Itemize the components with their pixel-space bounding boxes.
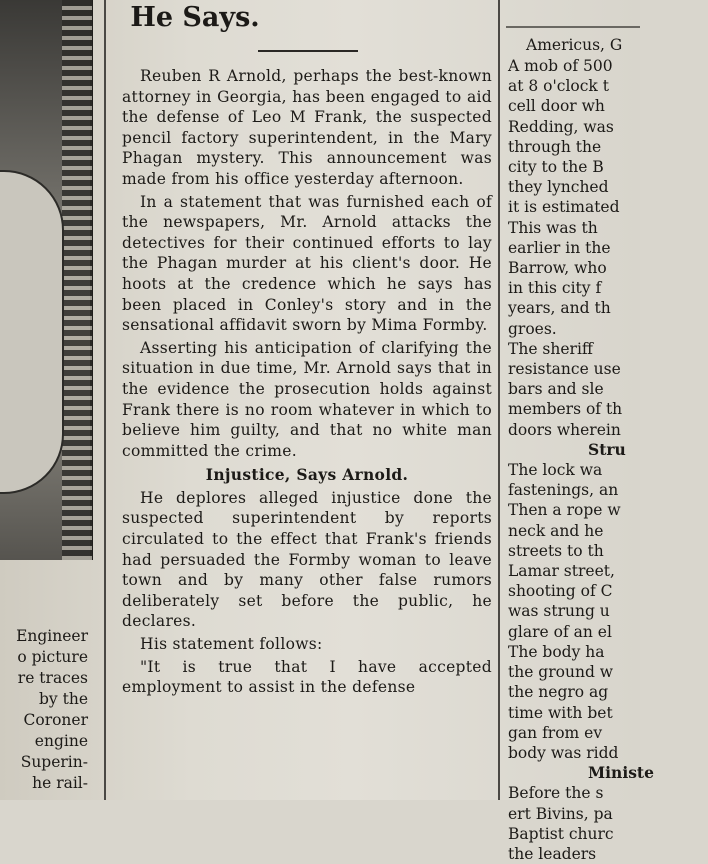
article-paragraph: He deplores alleged injustice done the suspected superintendent by reports circulated to the effect that Frank's friends had persuaded the Formby woman to leave town and by many other false rumors deliberately set before the public, he declares. (122, 488, 492, 631)
right-line: shooting of C (508, 582, 613, 601)
right-line: Then a rope w (508, 501, 621, 520)
right-line: through the (508, 137, 602, 156)
headline-rule (258, 50, 358, 52)
left-line: by the (39, 690, 88, 708)
right-line: The body ha (508, 642, 605, 661)
main-article-column (118, 0, 492, 800)
right-line: ert Bivins, pa (508, 804, 613, 823)
right-line: The lock wa (508, 461, 603, 480)
photo-figure-sleeve (0, 170, 64, 494)
right-line: Before the s (508, 784, 604, 803)
article-paragraph: Reuben R Arnold, perhaps the best-known attorney in Georgia, has been engaged to aid the defense of Leo M Frank, the suspected pencil factory superintendent, in the Mary Phagan mystery. This announcement was made from his office yesterday afternoon. (122, 67, 492, 188)
right-line: the negro ag (508, 683, 609, 702)
right-line: members of th (508, 400, 623, 419)
left-line: Coroner (23, 711, 88, 729)
right-line: The sheriff (508, 339, 593, 358)
right-subhead: Stru (588, 439, 626, 459)
right-line: they lynched (508, 178, 609, 197)
left-line: Superin- (20, 753, 88, 771)
left-line: re traces (17, 669, 88, 687)
right-line: resistance use (508, 360, 621, 379)
right-line: at 8 o'clock t (508, 77, 609, 96)
article-headline: He Says. (130, 2, 260, 33)
left-line: engine (34, 732, 88, 750)
right-line: it is estimated (508, 198, 620, 217)
right-line: fastenings, an (508, 481, 619, 500)
left-column (0, 0, 96, 800)
article-paragraph: In a statement that was furnished each of the newspapers, Mr. Arnold attacks the detectives for their continued efforts to lay the Phagan murder at his client's door. He hoots at the credence which he says has been placed in Conley's story and in the sensational affidavit sworn by Mima Formby. (122, 192, 492, 335)
article-paragraph: "It is true that I have accepted employment to assist in the defense (122, 657, 492, 697)
right-line: Lamar street, (508, 562, 615, 581)
right-line: time with bet (508, 703, 613, 722)
right-line: Barrow, who (508, 259, 607, 278)
column-rule-left (104, 0, 106, 800)
column-rule-right (498, 0, 500, 800)
article-paragraph: Asserting his anticipation of clarifying the situation in due time, Mr. Arnold says that in the evidence the prosecution holds against Frank there is no room whatever in which to believe him guilty, and that no white man committed the crime. (122, 338, 492, 460)
right-line: Redding, was (508, 117, 614, 136)
right-subhead: Ministe (588, 763, 654, 783)
right-line: streets to th (508, 541, 604, 560)
right-line: groes. (508, 319, 557, 338)
right-line: gan from ev (508, 723, 603, 742)
right-line: A mob of 500 (508, 57, 613, 75)
right-dateline: Americus, G (526, 36, 623, 54)
right-line: the leaders (508, 844, 597, 863)
right-line: city to the B (508, 158, 604, 177)
right-line: bars and sle (508, 380, 604, 399)
right-line: the ground w (508, 663, 614, 682)
right-line: This was th (508, 218, 598, 237)
right-line: glare of an el (508, 622, 612, 641)
article-subhead: Injustice, Says Arnold. (205, 465, 409, 485)
right-column (506, 0, 654, 863)
right-line: cell door wh (508, 97, 605, 116)
right-column-top-rule (506, 26, 640, 28)
right-line: in this city f (508, 279, 602, 298)
right-line: neck and he (508, 521, 604, 540)
left-line: o picture (17, 648, 88, 666)
right-line: Baptist churc (508, 824, 614, 843)
left-line: he rail- (32, 774, 88, 792)
right-line: doors wherein (508, 420, 621, 439)
article-body (122, 66, 492, 700)
right-column-text (508, 56, 708, 864)
right-line: body was ridd (508, 743, 619, 762)
article-paragraph: His statement follows: (140, 635, 323, 654)
right-line: was strung u (508, 602, 610, 621)
left-line: Engineer (16, 627, 88, 645)
right-line: years, and th (508, 299, 611, 318)
right-line: earlier in the (508, 238, 611, 257)
photo-frame-border (62, 0, 92, 560)
left-column-text (0, 626, 88, 794)
